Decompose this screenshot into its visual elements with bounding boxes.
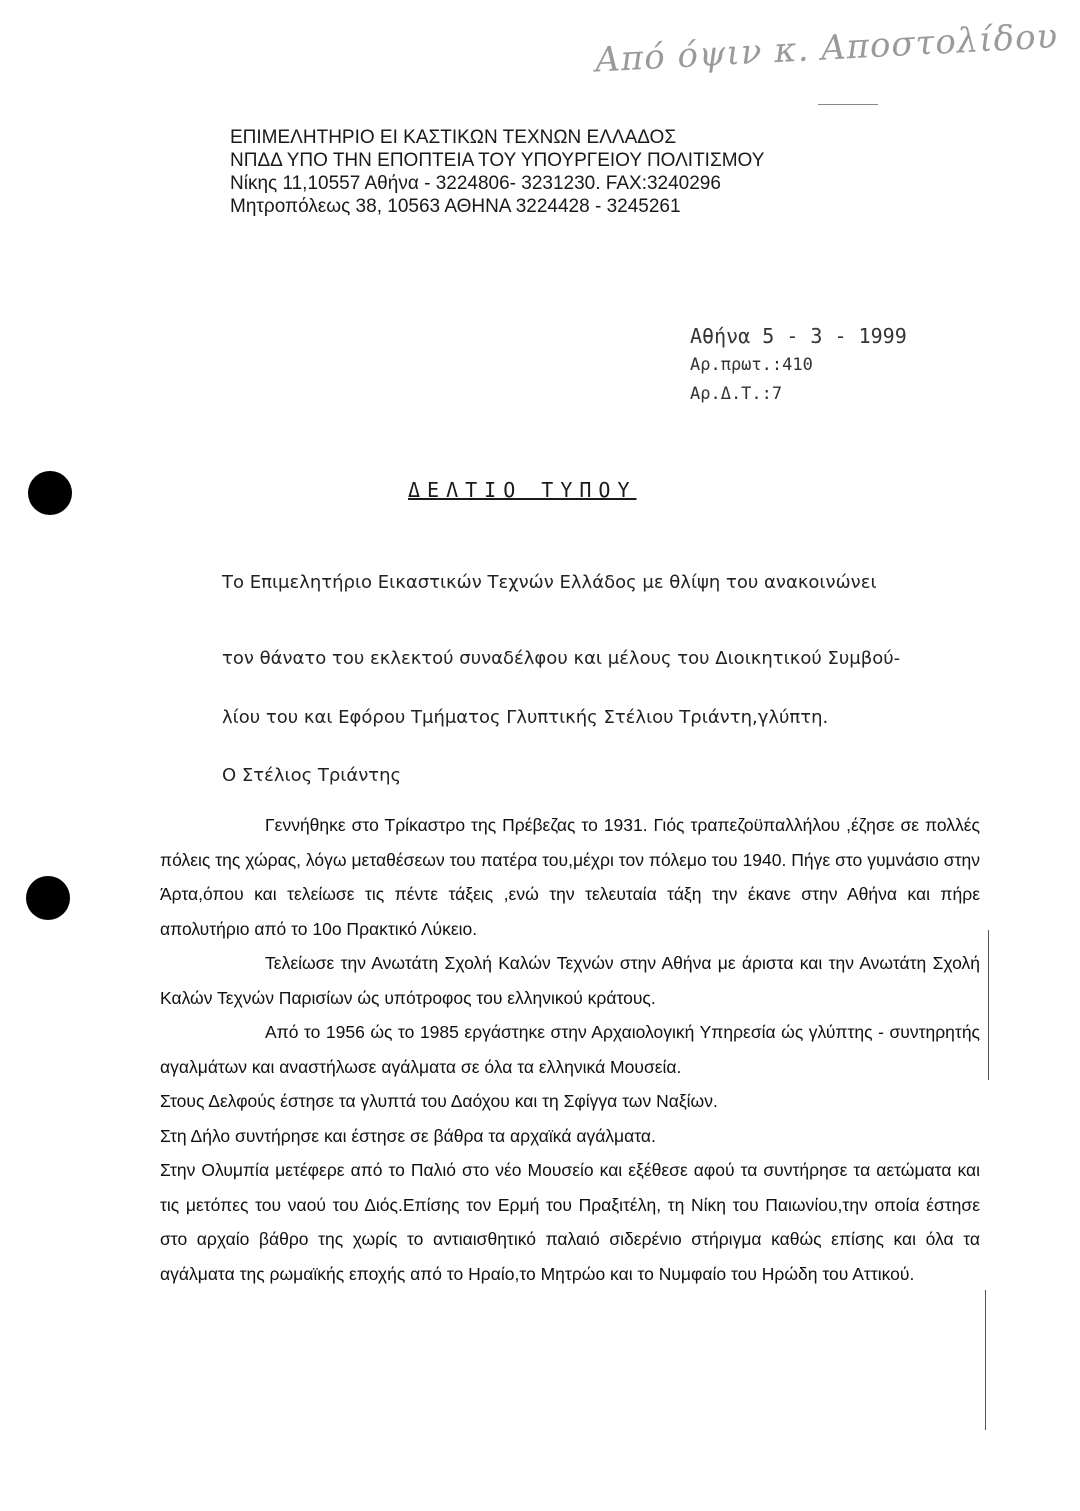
punch-hole-top bbox=[28, 471, 72, 515]
margin-mark bbox=[985, 1290, 986, 1430]
biography-paragraph: Γεννήθηκε στο Τρίκαστρο της Πρέβεζας το 1931. Γιός τραπεζοϋπαλλήλου ,έζησε σε πολλές πόλεις της χώρας, λόγω μεταθέσεων του πατέρα του,μέχρι τον πόλεμο του 1940. Πήγε στο γυμνάσιο στην Άρτα,όπου και τελείωσε τις πέντε τάξεις ,ενώ την τελευταία τάξη την έκανε στην Αθήνα και πήρε απολυτήριο από το 10ο Πρακτικό Λύκειο. bbox=[160, 815, 980, 939]
press-release-number: Αρ.Δ.Τ.:7 bbox=[690, 384, 783, 404]
document-date: Αθήνα 5 - 3 - 1999 bbox=[690, 324, 907, 348]
letterhead-line: Νίκης 11,10557 Αθήνα - 3224806- 3231230. FAX:3240296 bbox=[230, 173, 721, 194]
biography-paragraph: Στη Δήλο συντήρησε και έστησε σε βάθρα τα αρχαϊκά αγάλματα. bbox=[160, 1125, 656, 1146]
document-title: ΔΕΛΤΙΟ ΤΥΠΟΥ bbox=[408, 478, 637, 502]
subject-name: Ο Στέλιος Τριάντης bbox=[222, 765, 402, 786]
margin-mark bbox=[988, 930, 989, 1080]
punch-hole-bottom bbox=[26, 876, 70, 920]
biography-paragraph: Στους Δελφούς έστησε τα γλυπτά του Δαόχου και τη Σφίγγα των Ναξίων. bbox=[160, 1091, 718, 1111]
biography bbox=[160, 808, 980, 1291]
letterhead-line: Μητροπόλεως 38, 10563 ΑΘΗΝΑ 3224428 - 3245261 bbox=[230, 196, 681, 217]
announcement-line: λίου του και Εφόρου Τμήματος Γλυπτικής Στέλιου Τριάντη,γλύπτη. bbox=[222, 707, 829, 728]
biography-paragraph: Τελείωσε την Ανωτάτη Σχολή Καλών Τεχνών στην Αθήνα με άριστα και την Ανωτάτη Σχολή Καλών Τεχνών Παρισίων ώς υπότροφος του ελληνικού κράτους. bbox=[160, 953, 980, 1008]
reference-block bbox=[690, 322, 907, 409]
announcement-line: τον θάνατο του εκλεκτού συναδέλφου και μέλους του Διοικητικού Συμβού- bbox=[222, 648, 901, 669]
letterhead-line: ΝΠΔΔ ΥΠΟ ΤΗΝ ΕΠΟΠΤΕΙΑ ΤΟΥ ΥΠΟΥΡΓΕΙΟΥ ΠΟΛΙΤΙΣΜΟΥ bbox=[230, 150, 765, 171]
biography-paragraph: Στην Ολυμπία μετέφερε από το Παλιό στο νέο Μουσείο και εξέθεσε αφού τα συντήρησε τα αετώματα και τις μετόπες του ναού του Διός.Επίσης τον Ερμή του Πραξιτέλη, τη Νίκη του Παιωνίου,την οποία έστησε στο αρχαίο βάθρο της χωρίς το αντιαισθητικό παλαιό σιδερένιο στήριγμα καθώς επίσης και όλα τα αγάλματα της ρωμαϊκής εποχής από το Ηραίο,το Μητρώο και το Νυμφαίο του Ηρώδη του Αττικού. bbox=[160, 1160, 980, 1284]
annotation-underline bbox=[818, 104, 878, 105]
handwritten-annotation: Από όψιν κ. Αποστολίδου bbox=[594, 16, 1060, 81]
letterhead bbox=[230, 126, 764, 218]
letterhead-line: ΕΠΙΜΕΛΗΤΗΡΙΟ ΕΙ ΚΑΣΤΙΚΩΝ ΤΕΧΝΩΝ ΕΛΛΑΔΟΣ bbox=[230, 127, 677, 148]
biography-paragraph: Από το 1956 ώς το 1985 εργάστηκε στην Αρχαιολογική Υπηρεσία ώς γλύπτης - συντηρητής αγαλμάτων και αναστήλωσε αγάλματα σε όλα τα ελληνικά Μουσεία. bbox=[160, 1022, 980, 1077]
protocol-number: Αρ.πρωτ.:410 bbox=[690, 355, 813, 375]
announcement-line: Το Επιμελητήριο Εικαστικών Τεχνών Ελλάδος με θλίψη του ανακοινώνει bbox=[222, 572, 877, 593]
